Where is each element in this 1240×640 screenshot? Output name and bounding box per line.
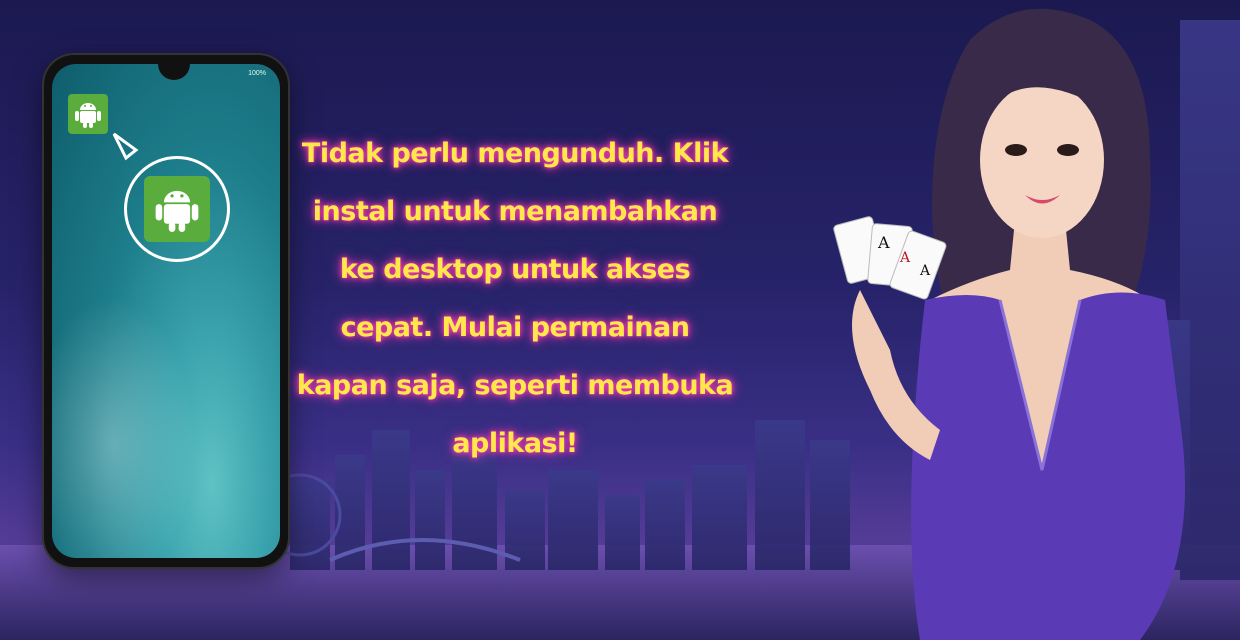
phone-notch [158,64,190,80]
phone-mockup [44,55,288,567]
status-bar-battery: 100% [248,70,266,77]
speech-bubble [124,156,230,262]
android-app-icon-large[interactable] [144,176,210,242]
promo-line: Tidak perlu mengunduh. Klik [301,138,729,169]
playing-cards [833,216,947,300]
promo-line: ke desktop untuk akses [339,254,691,285]
woman-with-cards-illustration [820,0,1240,640]
svg-text:A: A [900,250,911,266]
svg-text:A: A [920,263,931,279]
android-icon [154,184,200,234]
promo-line: instal untuk menambahkan [312,196,718,227]
promo-message [292,125,738,473]
android-app-icon-small[interactable] [68,94,108,134]
promo-line: kapan saja, seperti membuka [296,370,734,401]
svg-text:A: A [878,233,890,252]
wave-foam [52,284,202,558]
speech-bubble-tail [112,132,142,162]
promo-line: aplikasi! [452,428,578,459]
phone-screen [52,64,280,558]
promo-line: cepat. Mulai permainan [340,312,690,343]
android-icon [74,99,102,129]
